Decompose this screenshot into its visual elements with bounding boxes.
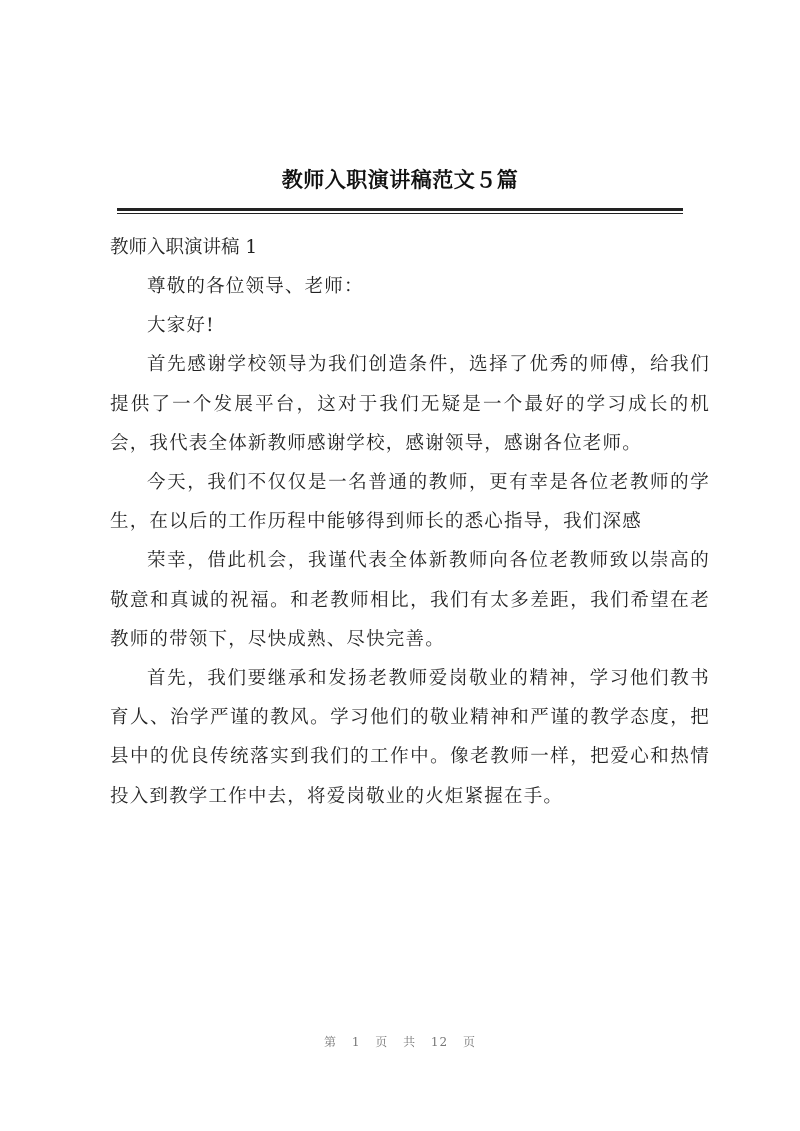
section-heading: 教师入职演讲稿 1 <box>110 237 258 258</box>
document-body <box>110 228 710 816</box>
page-number: 第 1 页 共 12 页 <box>324 1035 476 1049</box>
paragraph-today: 今天，我们不仅仅是一名普通的教师，更有幸是各位老教师的学生，在以后的工作历程中能够得到师长的悉心指导，我们深感 <box>110 472 710 533</box>
paragraph-inherit: 首先，我们要继承和发扬老教师爱岗敬业的精神，学习他们教书育人、治学严谨的教风。学习他们的敬业精神和严谨的教学态度，把县中的优良传统落实到我们的工作中。像老教师一样，把爱心和热情投入到教学工作中去，将爱岗敬业的火炬紧握在手。 <box>110 668 710 807</box>
paragraph-thanks: 首先感谢学校领导为我们创造条件，选择了优秀的师傅，给我们提供了一个发展平台，这对于我们无疑是一个最好的学习成长的机会，我代表全体新教师感谢学校，感谢领导，感谢各位老师。 <box>110 354 710 454</box>
title-divider <box>117 208 683 211</box>
paragraph-honored: 荣幸，借此机会，我谨代表全体新教师向各位老教师致以崇高的敬意和真诚的祝福。和老教师相比，我们有太多差距，我们希望在老教师的带领下，尽快成熟、尽快完善。 <box>110 550 710 650</box>
paragraph-greeting: 大家好! <box>147 315 215 337</box>
paragraph-salutation: 尊敬的各位领导、老师： <box>147 276 364 297</box>
document-title: 教师入职演讲稿范文５篇 <box>281 167 519 192</box>
